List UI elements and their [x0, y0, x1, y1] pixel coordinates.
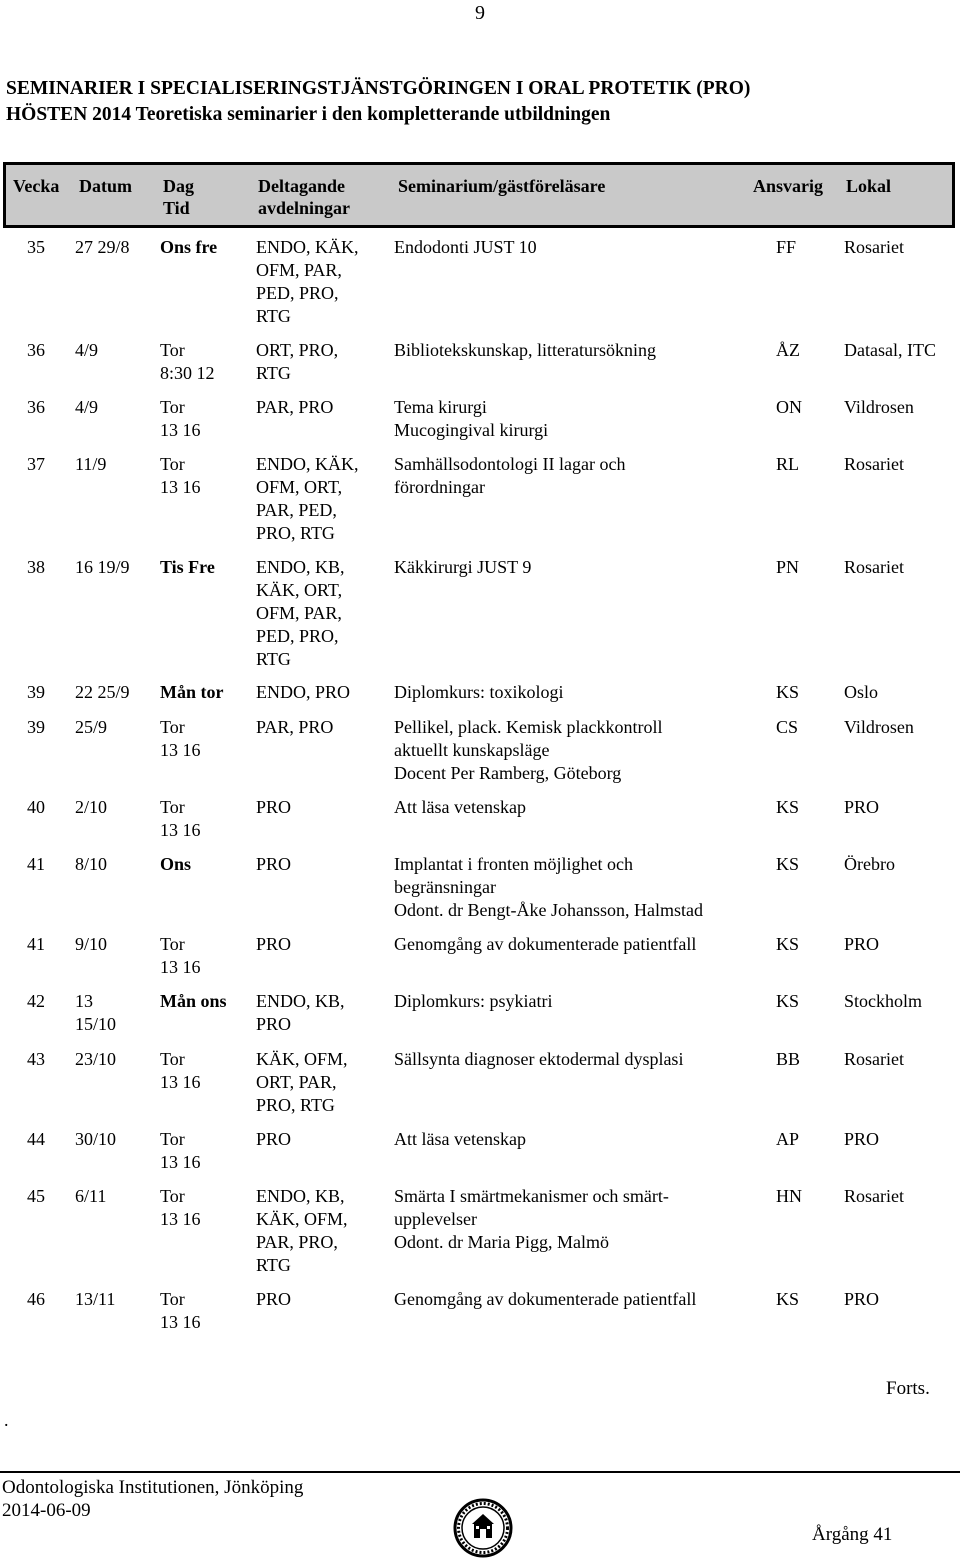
row-13-dag-line: 13 16 — [160, 1152, 201, 1172]
row-6-avd — [256, 681, 350, 704]
row-1-ansvarig: FF — [776, 237, 797, 257]
row-4-avd-line: ENDO, KÄK, — [256, 454, 359, 474]
title-line-2: HÖSTEN 2014 Teoretiska seminarier i den kompletterande utbildningen — [6, 104, 611, 125]
row-5-dag — [160, 556, 215, 579]
row-6-vecka: 39 — [27, 682, 45, 702]
row-4-datum-line: 11/9 — [75, 454, 107, 474]
row-13-avd-line: PRO — [256, 1129, 292, 1149]
row-4-avd-line: OFM, ORT, — [256, 477, 343, 497]
row-10-avd-line: PRO — [256, 934, 292, 954]
row-14-avd — [256, 1185, 348, 1277]
document-heading — [6, 76, 750, 128]
row-15-avd-line: PRO — [256, 1289, 292, 1309]
row-11-avd-line: PRO — [256, 1014, 292, 1034]
row-4-lokal: Rosariet — [844, 454, 904, 474]
row-8-sem — [394, 796, 526, 819]
row-15-datum-line: 13/11 — [75, 1289, 116, 1309]
row-15-vecka: 46 — [27, 1289, 45, 1309]
header-datum: Datum — [79, 176, 132, 196]
row-5-datum — [75, 556, 130, 579]
row-3-lokal: Vildrosen — [844, 397, 914, 417]
row-6-lokal: Oslo — [844, 682, 879, 702]
row-5-dag-line: Tis Fre — [160, 557, 215, 577]
row-5-vecka: 38 — [27, 557, 45, 577]
row-2-sem — [394, 339, 656, 362]
row-14-avd-line: RTG — [256, 1255, 291, 1275]
row-10-datum — [75, 933, 107, 956]
row-2-sem-line: Bibliotekskunskap, litteratursökning — [394, 340, 656, 360]
row-4-avd-line: PRO, RTG — [256, 523, 335, 543]
row-6-sem-line: Diplomkurs: toxikologi — [394, 682, 564, 702]
row-3-sem-line: Mucogingival kirurgi — [394, 420, 549, 440]
row-1-dag-line: Ons fre — [160, 237, 218, 257]
row-5-avd — [256, 556, 345, 671]
row-12-dag-line: 13 16 — [160, 1072, 201, 1092]
row-15-ansvarig: KS — [776, 1289, 800, 1309]
row-9-sem — [394, 853, 703, 922]
row-3-avd — [256, 396, 333, 419]
footer-text — [2, 1476, 303, 1522]
row-12-dag — [160, 1048, 201, 1094]
row-14-lokal: Rosariet — [844, 1186, 904, 1206]
row-13-ansvarig: AP — [776, 1129, 800, 1149]
row-14-sem-line: Odont. dr Maria Pigg, Malmö — [394, 1232, 609, 1252]
row-5-sem — [394, 556, 531, 579]
row-14-datum — [75, 1185, 106, 1208]
page-number: 9 — [475, 2, 485, 24]
row-7-vecka: 39 — [27, 717, 45, 737]
row-6-ansvarig: KS — [776, 682, 800, 702]
row-13-sem-line: Att läsa vetenskap — [394, 1129, 526, 1149]
header-lokal: Lokal — [846, 176, 892, 196]
row-15-lokal: PRO — [844, 1289, 880, 1309]
title-line-1: SEMINARIER I SPECIALISERINGSTJÄNSTGÖRINGEN I ORAL PROTETIK (PRO) — [6, 78, 751, 99]
row-11-lokal: Stockholm — [844, 991, 923, 1011]
row-6-avd-line: ENDO, PRO — [256, 682, 351, 702]
table-header — [3, 162, 955, 228]
row-5-avd-line: OFM, PAR, — [256, 603, 342, 623]
footer-date: 2014-06-09 — [2, 1500, 91, 1521]
row-5-ansvarig: PN — [776, 557, 800, 577]
row-6-dag-line: Mån tor — [160, 682, 224, 702]
row-8-avd-line: PRO — [256, 797, 292, 817]
row-9-avd-line: PRO — [256, 854, 292, 874]
university-seal-logo — [452, 1498, 514, 1558]
row-12-vecka: 43 — [27, 1049, 45, 1069]
row-9-sem-line: begränsningar — [394, 877, 496, 897]
footer-institution: Odontologiska Institutionen, Jönköping — [2, 1477, 304, 1498]
row-9-avd — [256, 853, 291, 876]
row-10-sem-line: Genomgång av dokumenterade patientfall — [394, 934, 697, 954]
header-ansvarig: Ansvarig — [753, 176, 824, 196]
row-13-avd — [256, 1128, 291, 1151]
row-7-lokal: Vildrosen — [844, 717, 914, 737]
continued-label: Forts. — [886, 1378, 930, 1399]
footer-divider — [0, 1471, 960, 1473]
row-12-lokal: Rosariet — [844, 1049, 904, 1069]
row-1-avd-line: RTG — [256, 306, 291, 326]
row-15-datum — [75, 1288, 115, 1311]
row-2-avd — [256, 339, 338, 385]
row-2-ansvarig: ÅZ — [776, 340, 800, 360]
row-10-ansvarig: KS — [776, 934, 800, 954]
row-15-dag-line: 13 16 — [160, 1312, 201, 1332]
row-5-avd-line: ENDO, KB, — [256, 557, 345, 577]
row-8-ansvarig: KS — [776, 797, 800, 817]
row-9-dag — [160, 853, 191, 876]
row-11-vecka: 42 — [27, 991, 45, 1011]
row-14-vecka: 45 — [27, 1186, 45, 1206]
row-6-datum — [75, 681, 130, 704]
row-12-sem-line: Sällsynta diagnoser ektodermal dysplasi — [394, 1049, 684, 1069]
row-4-avd-line: PAR, PED, — [256, 500, 337, 520]
row-14-dag-line: 13 16 — [160, 1209, 201, 1229]
row-13-vecka: 44 — [27, 1129, 45, 1149]
row-11-avd — [256, 990, 345, 1036]
row-4-sem — [394, 453, 625, 499]
row-9-dag-line: Ons — [160, 854, 192, 874]
row-13-datum-line: 30/10 — [75, 1129, 117, 1149]
row-11-datum-line: 15/10 — [75, 1014, 117, 1034]
row-14-avd-line: ENDO, KB, — [256, 1186, 345, 1206]
row-7-avd — [256, 716, 333, 739]
header-vecka: Vecka — [13, 176, 60, 196]
row-2-dag-line: Tor — [160, 340, 185, 360]
row-10-dag-line: 13 16 — [160, 957, 201, 977]
row-8-dag-line: Tor — [160, 797, 185, 817]
row-15-sem — [394, 1288, 696, 1311]
row-9-sem-line: Odont. dr Bengt-Åke Johansson, Halmstad — [394, 900, 703, 920]
row-7-ansvarig: CS — [776, 717, 799, 737]
row-13-lokal: PRO — [844, 1129, 880, 1149]
row-3-sem — [394, 396, 548, 442]
row-9-ansvarig: KS — [776, 854, 800, 874]
row-15-sem-line: Genomgång av dokumenterade patientfall — [394, 1289, 697, 1309]
row-2-datum-line: 4/9 — [75, 340, 99, 360]
row-12-ansvarig: BB — [776, 1049, 801, 1069]
row-14-dag — [160, 1185, 201, 1231]
row-1-avd — [256, 236, 359, 328]
row-1-vecka: 35 — [27, 237, 45, 257]
header-deltagande: Deltagande avdelningar — [258, 176, 351, 218]
stray-dot: . — [4, 1410, 9, 1430]
row-6-sem — [394, 681, 564, 704]
row-3-datum-line: 4/9 — [75, 397, 99, 417]
row-2-dag-line: 8:30 12 — [160, 363, 215, 383]
row-11-dag-line: Mån ons — [160, 991, 227, 1011]
row-13-dag-line: Tor — [160, 1129, 185, 1149]
row-12-datum — [75, 1048, 116, 1071]
row-10-sem — [394, 933, 696, 956]
row-15-avd — [256, 1288, 291, 1311]
row-7-sem-line: aktuellt kunskapsläge — [394, 740, 550, 760]
row-12-avd-line: ORT, PAR, — [256, 1072, 337, 1092]
row-5-avd-line: RTG — [256, 649, 291, 669]
row-10-dag — [160, 933, 201, 979]
row-1-datum-line: 27 29/8 — [75, 237, 130, 257]
header-dag-tid: Dag Tid — [163, 176, 194, 218]
row-12-sem — [394, 1048, 683, 1071]
row-10-vecka: 41 — [27, 934, 45, 954]
row-7-sem — [394, 716, 662, 785]
row-3-dag-line: 13 16 — [160, 420, 201, 440]
row-1-avd-line: ENDO, KÄK, — [256, 237, 359, 257]
row-11-ansvarig: KS — [776, 991, 800, 1011]
row-3-ansvarig: ON — [776, 397, 802, 417]
row-11-sem — [394, 990, 553, 1013]
row-10-lokal: PRO — [844, 934, 880, 954]
row-5-avd-line: PED, PRO, — [256, 626, 339, 646]
row-8-avd — [256, 796, 291, 819]
row-7-datum — [75, 716, 107, 739]
row-11-avd-line: ENDO, KB, — [256, 991, 345, 1011]
row-2-lokal: Datasal, ITC — [844, 340, 936, 360]
row-3-dag — [160, 396, 201, 442]
row-7-dag-line: 13 16 — [160, 740, 201, 760]
row-14-datum-line: 6/11 — [75, 1186, 107, 1206]
row-5-avd-line: KÄK, ORT, — [256, 580, 343, 600]
row-2-vecka: 36 — [27, 340, 45, 360]
row-8-dag — [160, 796, 201, 842]
row-1-avd-line: OFM, PAR, — [256, 260, 342, 280]
row-9-sem-line: Implantat i fronten möjlighet och — [394, 854, 633, 874]
row-14-avd-line: PAR, PRO, — [256, 1232, 338, 1252]
row-3-vecka: 36 — [27, 397, 45, 417]
row-12-datum-line: 23/10 — [75, 1049, 117, 1069]
row-12-avd-line: KÄK, OFM, — [256, 1049, 348, 1069]
row-7-sem-line: Docent Per Ramberg, Göteborg — [394, 763, 622, 783]
row-1-avd-line: PED, PRO, — [256, 283, 339, 303]
row-7-datum-line: 25/9 — [75, 717, 108, 737]
row-2-datum — [75, 339, 98, 362]
row-3-avd-line: PAR, PRO — [256, 397, 334, 417]
row-8-datum — [75, 796, 107, 819]
row-11-dag — [160, 990, 227, 1013]
row-1-dag — [160, 236, 217, 259]
header-seminarium: Seminarium/gästföreläsare — [398, 176, 606, 196]
row-1-lokal: Rosariet — [844, 237, 904, 257]
row-3-dag-line: Tor — [160, 397, 185, 417]
row-4-dag-line: 13 16 — [160, 477, 201, 497]
row-2-avd-line: RTG — [256, 363, 291, 383]
row-13-dag — [160, 1128, 201, 1174]
row-8-vecka: 40 — [27, 797, 45, 817]
row-4-sem-line: Samhällsodontologi II lagar och — [394, 454, 626, 474]
row-4-vecka: 37 — [27, 454, 45, 474]
row-9-lokal: Örebro — [844, 854, 895, 874]
row-14-avd-line: KÄK, OFM, — [256, 1209, 348, 1229]
row-5-sem-line: Käkkirurgi JUST 9 — [394, 557, 532, 577]
row-13-datum — [75, 1128, 116, 1151]
row-7-sem-line: Pellikel, plack. Kemisk plackkontroll — [394, 717, 663, 737]
row-7-dag-line: Tor — [160, 717, 185, 737]
row-10-datum-line: 9/10 — [75, 934, 108, 954]
row-4-avd — [256, 453, 359, 545]
row-4-datum — [75, 453, 106, 476]
row-3-datum — [75, 396, 98, 419]
row-8-datum-line: 2/10 — [75, 797, 108, 817]
row-2-dag — [160, 339, 215, 385]
row-8-lokal: PRO — [844, 797, 880, 817]
row-11-datum-line: 13 — [75, 991, 93, 1011]
row-7-avd-line: PAR, PRO — [256, 717, 334, 737]
row-5-lokal: Rosariet — [844, 557, 904, 577]
row-15-dag-line: Tor — [160, 1289, 185, 1309]
row-12-dag-line: Tor — [160, 1049, 185, 1069]
row-13-sem — [394, 1128, 526, 1151]
row-12-avd — [256, 1048, 348, 1117]
row-10-dag-line: Tor — [160, 934, 185, 954]
row-2-avd-line: ORT, PRO, — [256, 340, 339, 360]
row-14-sem-line: upplevelser — [394, 1209, 477, 1229]
row-5-datum-line: 16 19/9 — [75, 557, 130, 577]
row-6-dag — [160, 681, 223, 704]
row-11-sem-line: Diplomkurs: psykiatri — [394, 991, 553, 1011]
row-10-avd — [256, 933, 291, 956]
argang-label: Årgång 41 — [812, 1524, 893, 1545]
row-8-dag-line: 13 16 — [160, 820, 201, 840]
row-1-sem — [394, 236, 537, 259]
row-12-avd-line: PRO, RTG — [256, 1095, 335, 1115]
row-14-dag-line: Tor — [160, 1186, 185, 1206]
row-1-datum — [75, 236, 130, 259]
row-14-sem-line: Smärta I smärtmekanismer och smärt- — [394, 1186, 669, 1206]
row-7-dag — [160, 716, 201, 762]
row-3-sem-line: Tema kirurgi — [394, 397, 487, 417]
row-14-ansvarig: HN — [776, 1186, 802, 1206]
row-8-sem-line: Att läsa vetenskap — [394, 797, 526, 817]
row-6-datum-line: 22 25/9 — [75, 682, 130, 702]
row-4-ansvarig: RL — [776, 454, 800, 474]
row-9-datum — [75, 853, 107, 876]
row-4-dag — [160, 453, 201, 499]
row-4-sem-line: förordningar — [394, 477, 485, 497]
row-9-datum-line: 8/10 — [75, 854, 108, 874]
row-4-dag-line: Tor — [160, 454, 185, 474]
row-11-datum — [75, 990, 116, 1036]
row-15-dag — [160, 1288, 201, 1334]
row-1-sem-line: Endodonti JUST 10 — [394, 237, 537, 257]
row-14-sem — [394, 1185, 669, 1254]
row-9-vecka: 41 — [27, 854, 45, 874]
